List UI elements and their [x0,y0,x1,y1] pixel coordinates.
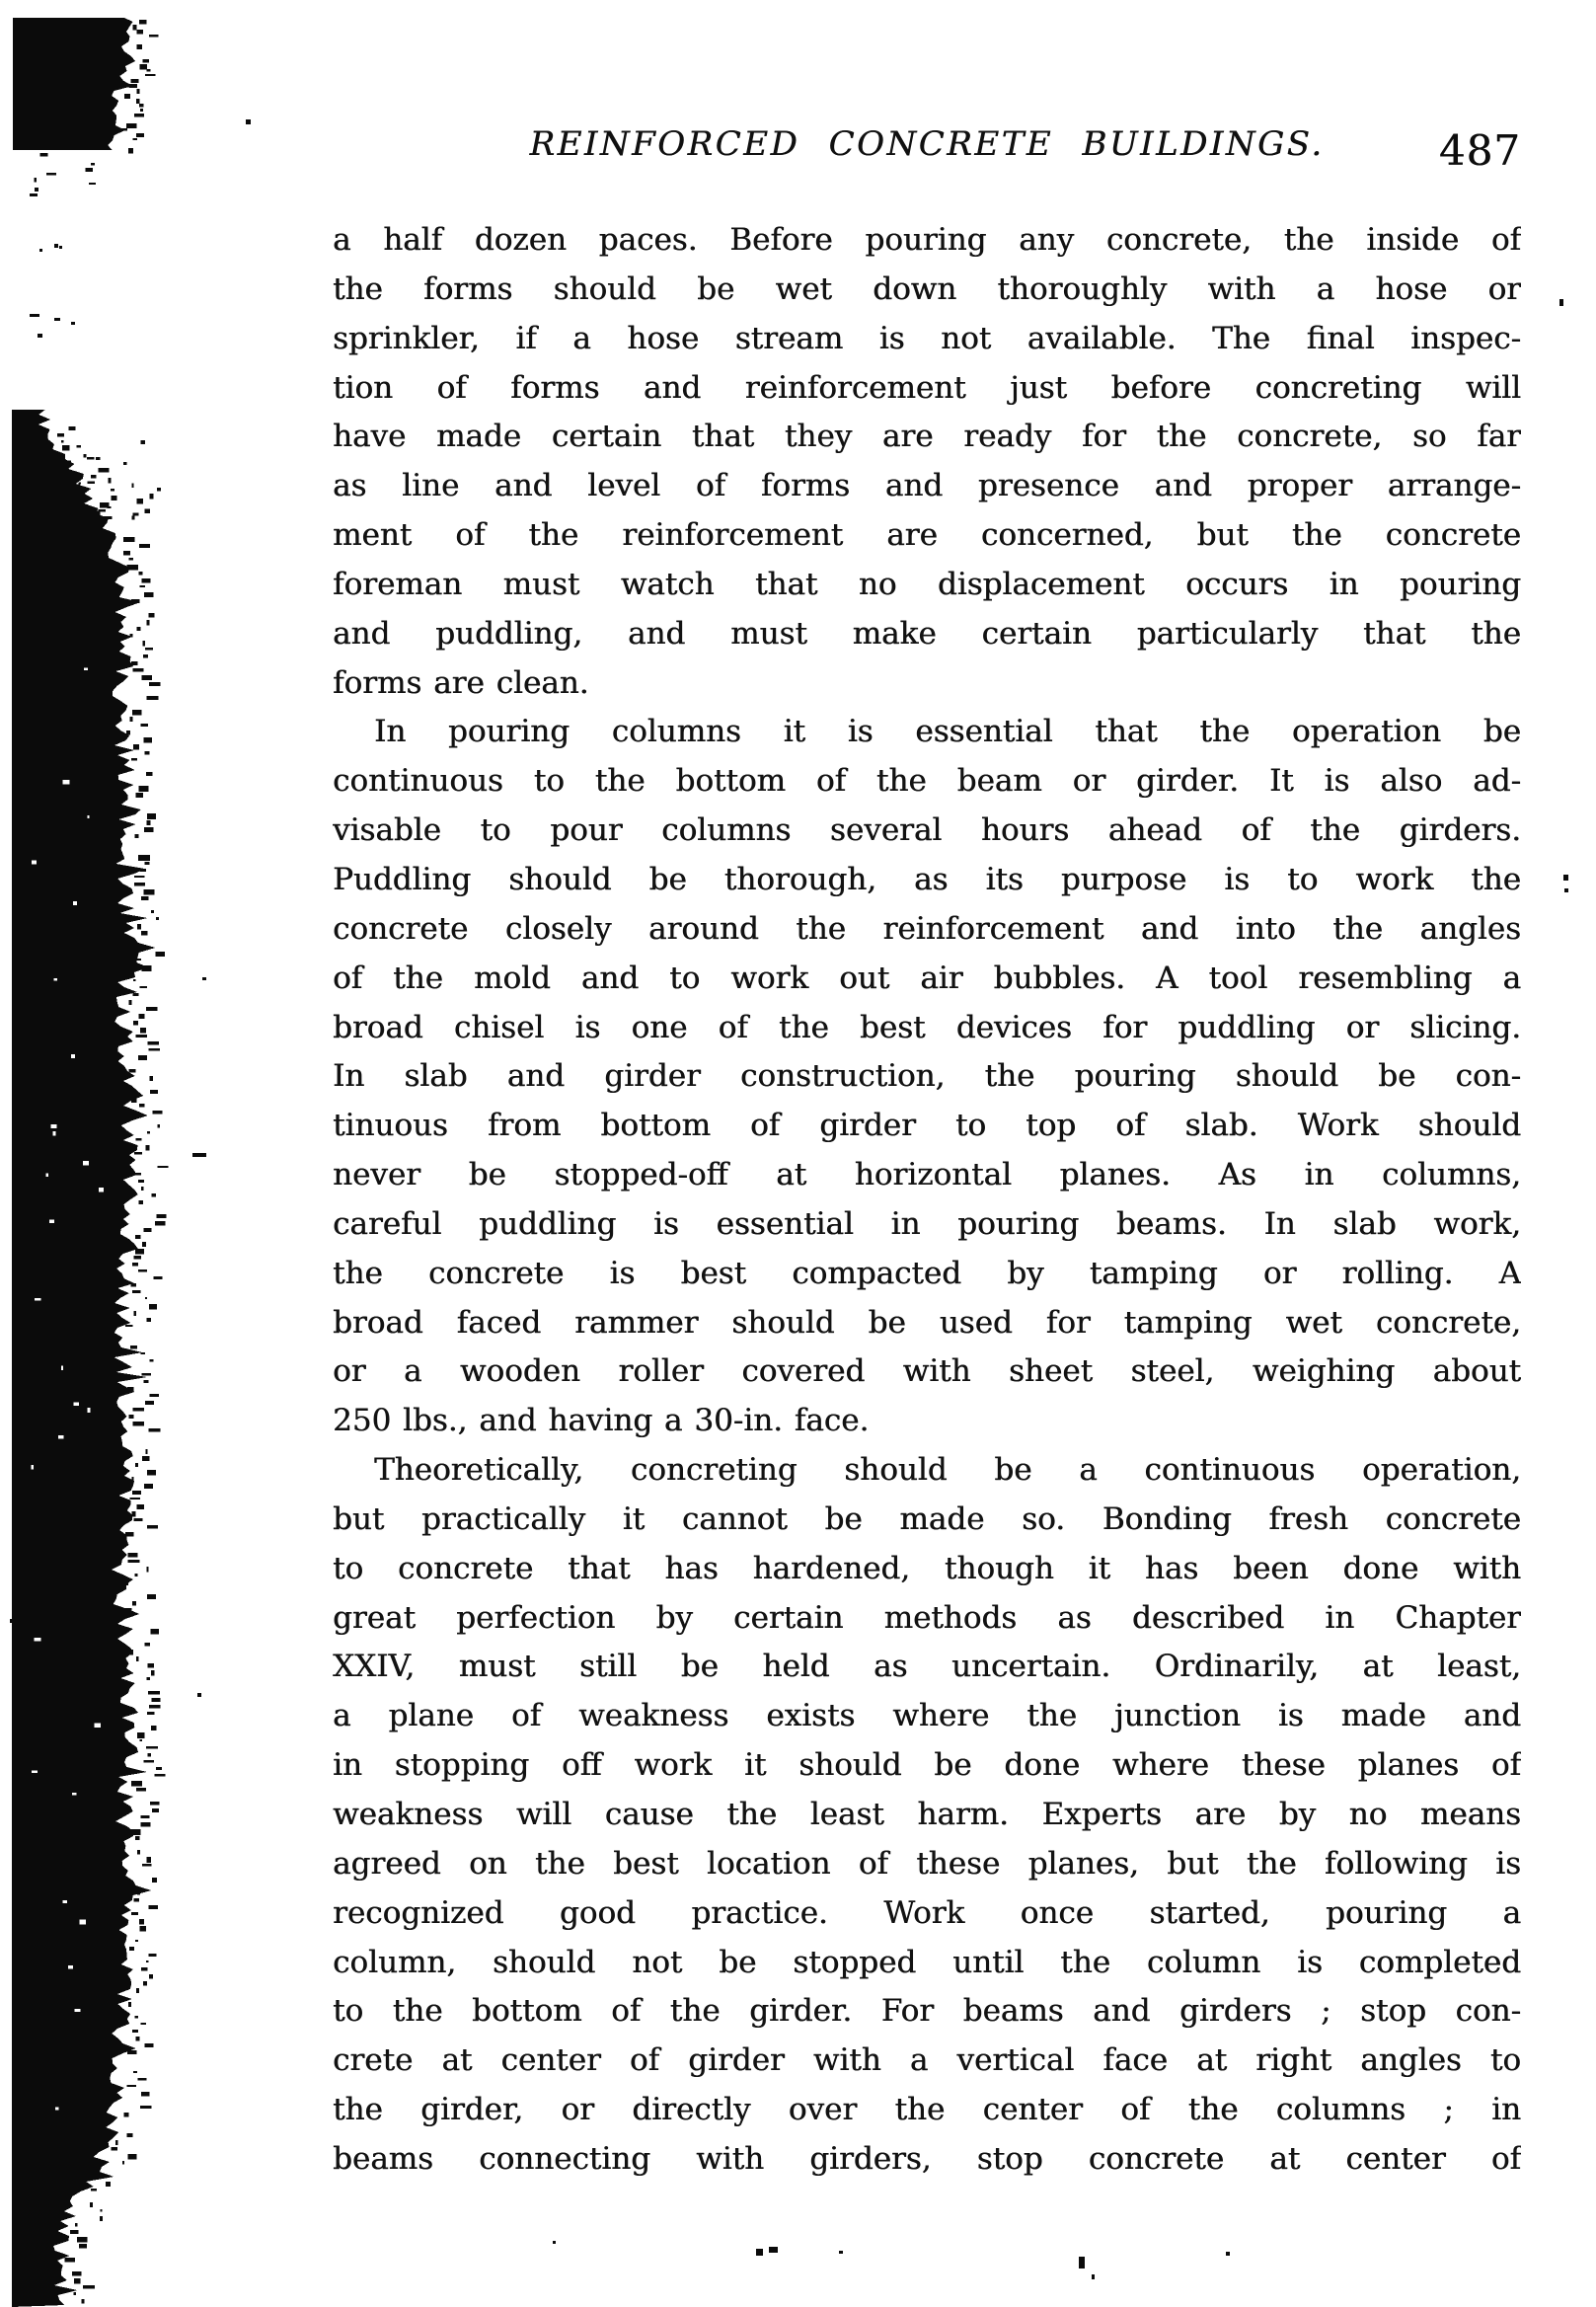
text-line: and puddling, and must make certain particularly that the [333,615,1521,652]
text-line: beams connecting with girders, stop concrete at center of [333,2140,1521,2177]
text-line: never be stopped-off at horizontal planes. As in columns, [333,1157,1521,1193]
running-title: REINFORCED CONCRETE BUILDINGS. [529,124,1325,164]
text-line: foreman must watch that no displacement occurs in pouring [333,566,1521,602]
text-line: In pouring columns it is essential that the operation be [374,714,1521,750]
text-line: have made certain that they are ready for the concrete, so far [333,419,1521,455]
text-line: forms are clean. [333,664,589,701]
text-line: In slab and girder construction, the pouring should be con- [333,1058,1521,1095]
text-line: to the bottom of the girder. For beams and girders ; stop con- [333,1993,1521,2030]
text-line: to concrete that has hardened, though it has been done with [333,1550,1521,1586]
text-line: ment of the reinforcement are concerned, but the concrete [333,517,1521,554]
text-line: in stopping off work it should be done where these planes of [333,1747,1521,1784]
text-line: the forms should be wet down thoroughly with a hose or [333,270,1521,307]
text-line: as line and level of forms and presence and proper arrange- [333,468,1521,504]
text-line: Puddling should be thorough, as its purpose is to work the [333,861,1521,897]
page-number: 487 [1438,126,1521,175]
text-line: broad chisel is one of the best devices for puddling or slicing. [333,1009,1521,1045]
text-line: broad faced rammer should be used for tamping wet concrete, [333,1304,1521,1341]
text-line: careful puddling is essential in pouring beams. In slab work, [333,1205,1521,1242]
text-line: continuous to the bottom of the beam or girder. It is also ad- [333,763,1521,800]
text-line: concrete closely around the reinforcement and into the angles [333,910,1521,947]
text-line: the concrete is best compacted by tamping or rolling. A [333,1255,1521,1291]
text-line: column, should not be stopped until the column is completed [333,1944,1521,1980]
text-line: a half dozen paces. Before pouring any concrete, the inside of [333,222,1521,258]
text-line: of the mold and to work out air bubbles. A tool resembling a [333,960,1521,996]
page-header [333,124,1521,184]
text-line: 250 lbs., and having a 30-in. face. [333,1403,870,1439]
text-line: recognized good practice. Work once started, pouring a [333,1894,1521,1931]
text-line: weakness will cause the least harm. Experts are by no means [333,1797,1521,1832]
text-line: Theoretically, concreting should be a continuous operation, [374,1452,1521,1489]
page-text [333,216,1521,2185]
text-line: tion of forms and reinforcement just before concreting will [333,369,1521,406]
text-line: or a wooden roller covered with sheet steel, weighing about [333,1353,1521,1390]
text-line: visable to pour columns several hours ahead of the girders. [333,812,1521,849]
text-line: agreed on the best location of these planes, but the following is [333,1845,1521,1882]
text-line: but practically it cannot be made so. Bonding fresh concrete [333,1500,1521,1537]
text-line: crete at center of girder with a vertical face at right angles to [333,2042,1521,2079]
text-line: tinuous from bottom of girder to top of slab. Work should [333,1108,1521,1144]
text-line: great perfection by certain methods as described in Chapter [333,1599,1521,1636]
text-line: a plane of weakness exists where the junction is made and [333,1698,1521,1734]
text-line: the girder, or directly over the center of the columns ; in [333,2092,1521,2128]
text-line: sprinkler, if a hose stream is not available. The final inspec- [333,320,1521,356]
text-line: XXIV, must still be held as uncertain. Ordinarily, at least, [333,1649,1521,1685]
